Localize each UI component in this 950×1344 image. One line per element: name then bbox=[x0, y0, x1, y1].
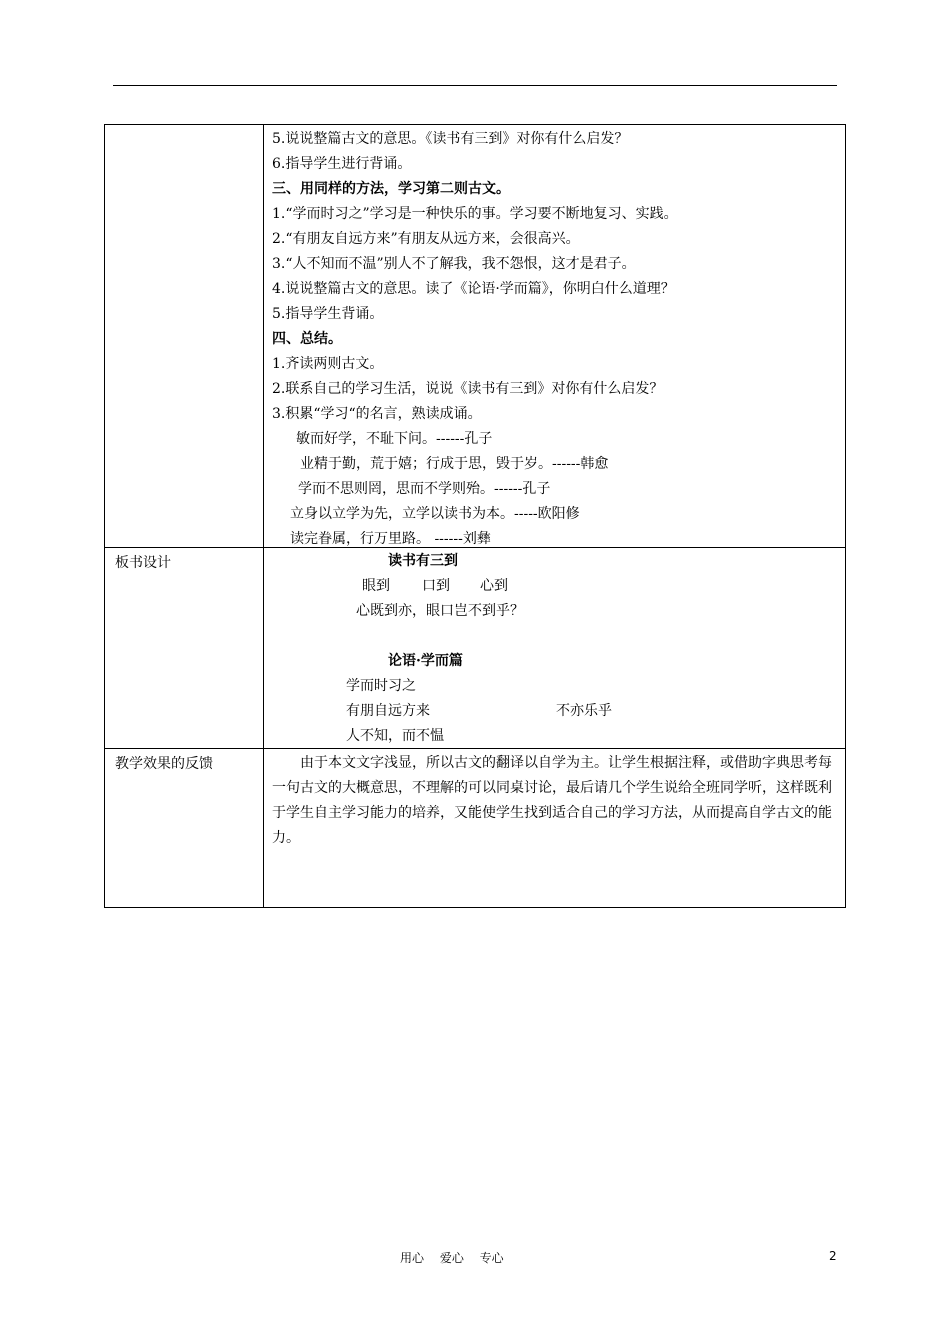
section-heading: 四、总结。 bbox=[272, 331, 342, 347]
step-line: 6.指导学生进行背诵。 bbox=[272, 156, 412, 172]
step-line: 3.“人不知而不温”别人不了解我，我不怨恨，这才是君子。 bbox=[272, 256, 636, 272]
step-line: 4.说说整篇古文的意思。读了《论语·学而篇》，你明白什么道理？ bbox=[272, 281, 675, 297]
feedback-label-cell bbox=[105, 749, 264, 908]
board-heart: 心到 bbox=[480, 578, 508, 594]
board-title-1: 读书有三到 bbox=[388, 553, 458, 569]
section-heading: 三、用同样的方法，学习第二则古文。 bbox=[272, 181, 510, 197]
board-eyes: 眼到 bbox=[362, 578, 390, 594]
step-line: 2.“有朋友自远方来”有朋友从远方来，会很高兴。 bbox=[272, 231, 580, 247]
step-line: 1.“学而时习之”学习是一种快乐的事。学习要不断地复习、实践。 bbox=[272, 206, 678, 222]
process-label-cell bbox=[105, 125, 264, 548]
process-content-cell bbox=[264, 125, 846, 548]
quote-line: 读完眷属，行万里路。 ------刘彝 bbox=[290, 531, 491, 547]
step-line: 5.说说整篇古文的意思。《读书有三到》对你有什么启发？ bbox=[272, 131, 629, 147]
board-line-2: 有朋自远方来 bbox=[346, 703, 430, 719]
board-line-3: 人不知，而不愠 bbox=[346, 728, 444, 744]
page-number: 2 bbox=[829, 1249, 837, 1263]
lesson-plan-table bbox=[104, 124, 846, 908]
step-line: 3.积累“学习“的名言，熟读成诵。 bbox=[272, 406, 482, 422]
feedback-text: 由于本文文字浅显，所以古文的翻译以自学为主。让学生根据注释，或借助字典思考每一句古文的大概意思，不理解的可以同桌讨论，最后请几个学生说给全班同学听，这样既利于学生自主学习能力的培养，又能使学生找到适合自己的学习方法，从而提高自学古文的能力。 bbox=[272, 755, 832, 846]
board-content-cell bbox=[264, 548, 846, 749]
step-line: 5.指导学生背诵。 bbox=[272, 306, 384, 322]
board-title-2: 论语·学而篇 bbox=[388, 653, 463, 669]
feedback-label: 教学效果的反馈 bbox=[115, 756, 213, 772]
quote-line: 立身以立学为先，立学以读书为本。-----欧阳修 bbox=[290, 506, 580, 522]
header-rule bbox=[113, 85, 837, 86]
board-mouth: 口到 bbox=[422, 578, 450, 594]
step-line: 2.联系自己的学习生活，说说《读书有三到》对你有什么启发？ bbox=[272, 381, 664, 397]
board-line-2-right: 不亦乐乎 bbox=[556, 703, 612, 719]
feedback-row bbox=[105, 749, 846, 908]
board-line-1: 学而时习之 bbox=[346, 678, 416, 694]
board-label-cell bbox=[105, 548, 264, 749]
board-design-row bbox=[105, 548, 846, 749]
board-design-label: 板书设计 bbox=[115, 555, 171, 571]
step-line: 1.齐读两则古文。 bbox=[272, 356, 384, 372]
board-sentence: 心既到亦，眼口岂不到乎？ bbox=[356, 603, 524, 619]
quote-line: 学而不思则罔，思而不学则殆。------孔子 bbox=[298, 481, 551, 497]
process-row bbox=[105, 125, 846, 548]
quote-line: 敏而好学，不耻下问。------孔子 bbox=[296, 431, 493, 447]
quote-line: 业精于勤，荒于嬉；行成于思，毁于岁。------韩愈 bbox=[300, 456, 609, 472]
feedback-content-cell bbox=[264, 749, 846, 908]
footer-motto: 用心 爱心 专心 bbox=[400, 1251, 504, 1265]
